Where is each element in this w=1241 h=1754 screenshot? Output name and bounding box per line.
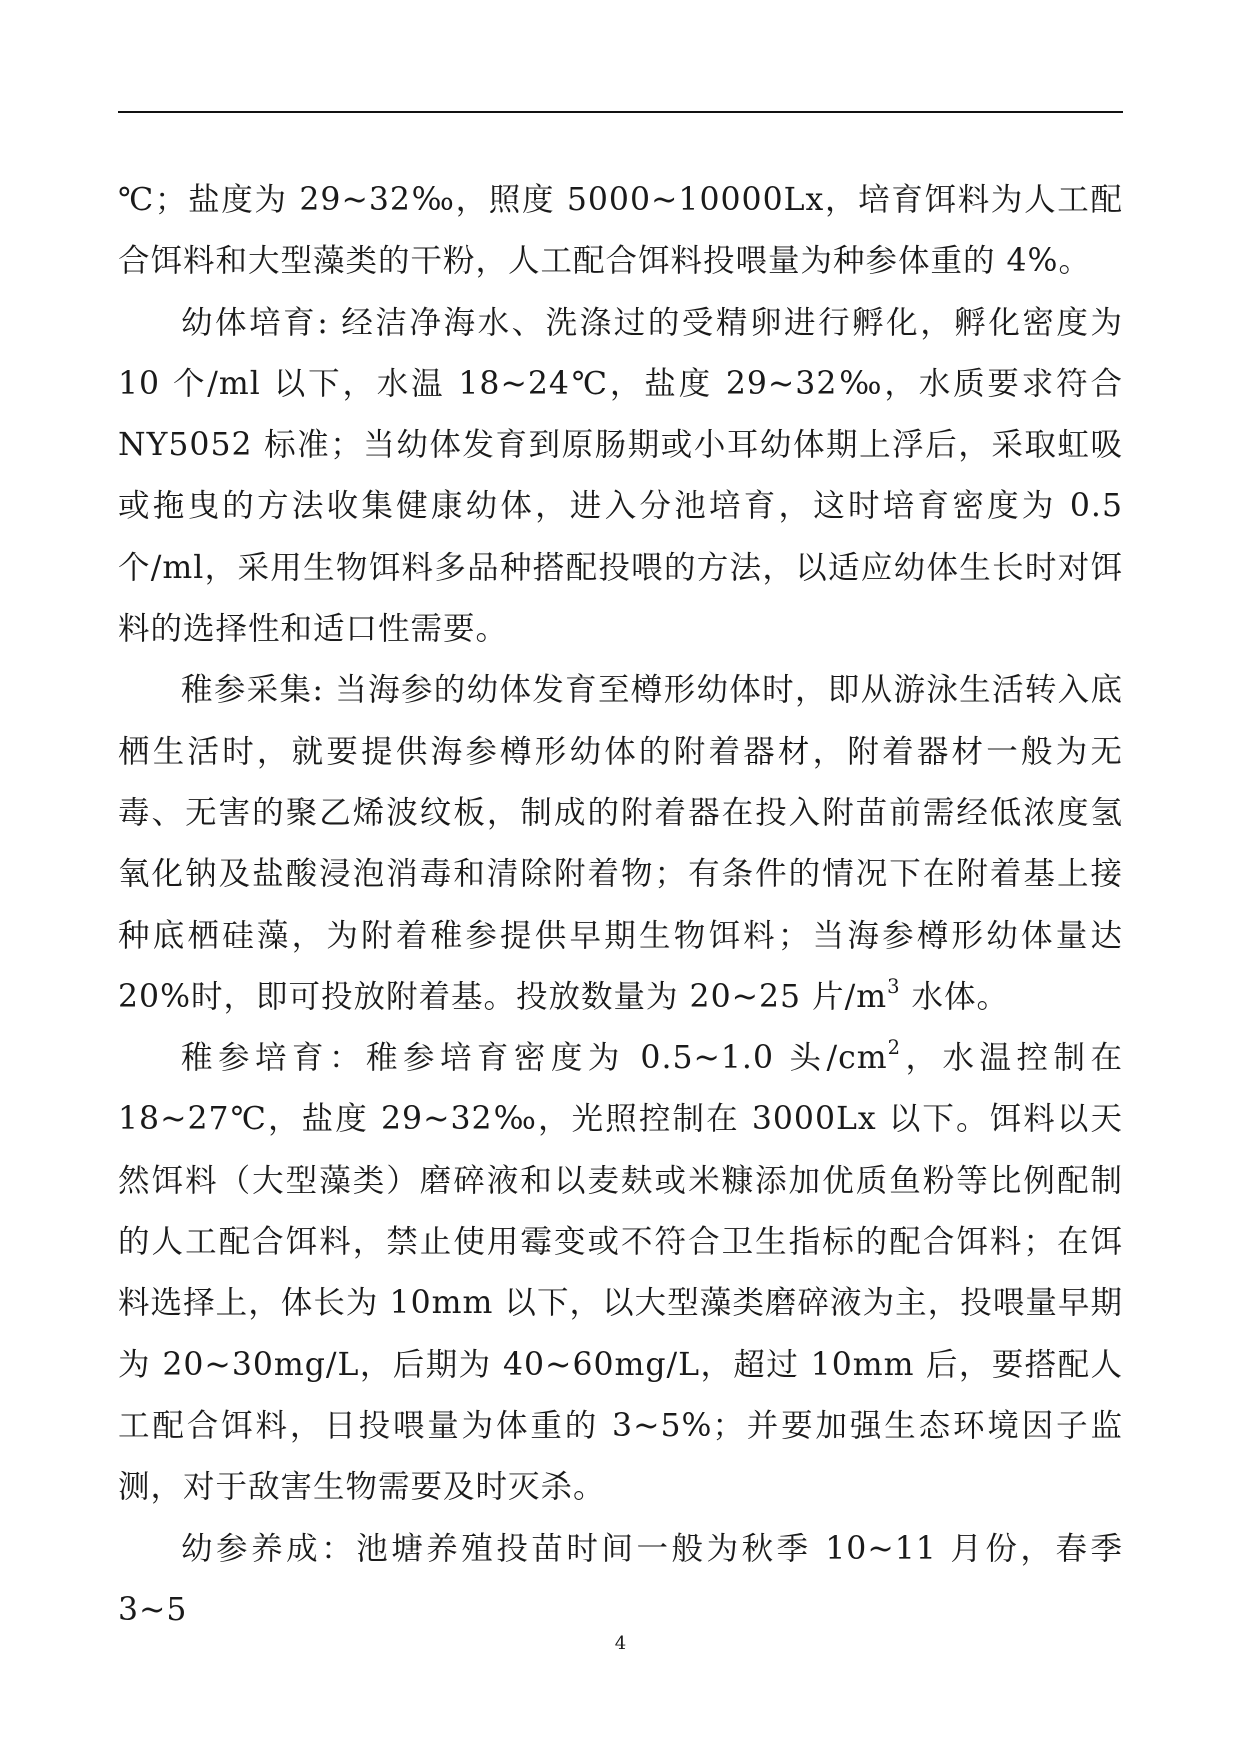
paragraph-text: 稚参采集: 当海参的幼体发育至樽形幼体时，即从游泳生活转入底栖生活时，就要提供海参樽形幼体的附着器材，附着器材一般为无毒、无害的聚乙烯波纹板，制成的附着器在投入附苗前需经低浓度氢氧化钠及盐酸浸泡消毒和清除附着物；有条件的情况下在附着基上接种底栖硅藻，为附着稚参提供早期生物饵料；当海参樽形幼体量达 20%时，即可投放附着基。投放数量为 20~25 片/m xyxy=(118,672,1123,1015)
superscript: 2 xyxy=(887,1036,902,1060)
paragraph-text: ℃；盐度为 29~32‰，照度 5000~10000Lx，培育饵料为人工配合饵料和大型藻类的干粉，人工配合饵料投喂量为种参体重的 4%。 xyxy=(118,182,1123,280)
page-number: 4 xyxy=(614,1633,627,1654)
header-rule xyxy=(118,111,1123,113)
paragraph-juvenile-rearing xyxy=(118,1028,1123,1518)
paragraph-text: 水体。 xyxy=(900,978,1010,1015)
paragraph-larval-rearing xyxy=(118,293,1123,661)
paragraph-juvenile-collection xyxy=(118,660,1123,1028)
document-body xyxy=(118,170,1123,1641)
superscript: 3 xyxy=(887,974,901,998)
paragraph-text: 幼体培育: 经洁净海水、洗涤过的受精卵进行孵化，孵化密度为 10 个/ml 以下，水温 18~24℃，盐度 29~32‰，水质要求符合 NY5052 标准；当幼体发育到原肠期或小耳幼体期上浮后，采取虹吸或拖曳的方法收集健康幼体，进入分池培育，这时培育密度为 0.5 个/ml，采用生物饵料多品种搭配投喂的方法，以适应幼体生长时对饵料的选择性和适口性需要。 xyxy=(118,304,1123,648)
paragraph-text: 幼参养成：池塘养殖投苗时间一般为秋季 10~11 月份，春季 3~5 xyxy=(118,1530,1123,1628)
paragraph-grow-out xyxy=(118,1519,1123,1642)
paragraph-text: ，水温控制在 18~27℃，盐度 29~32‰，光照控制在 3000Lx 以下。饵料以天然饵料（大型藻类）磨碎液和以麦麸或米糠添加优质鱼粉等比例配制的人工配合饵料，禁止使用霉变或不符合卫生指标的配合饵料；在饵料选择上，体长为 10mm 以下，以大型藻类磨碎液为主，投喂量早期为 20~30mg/L，后期为 40~60mg/L，超过 10mm 后，要搭配人工配合饵料，日投喂量为体重的 3~5%；并要加强生态环境因子监测，对于敌害生物需要及时灭杀。 xyxy=(118,1040,1123,1506)
paragraph-text: 稚参培育：稚参培育密度为 0.5~1.0 头/cm xyxy=(181,1040,888,1077)
paragraph-continuation xyxy=(118,170,1123,293)
